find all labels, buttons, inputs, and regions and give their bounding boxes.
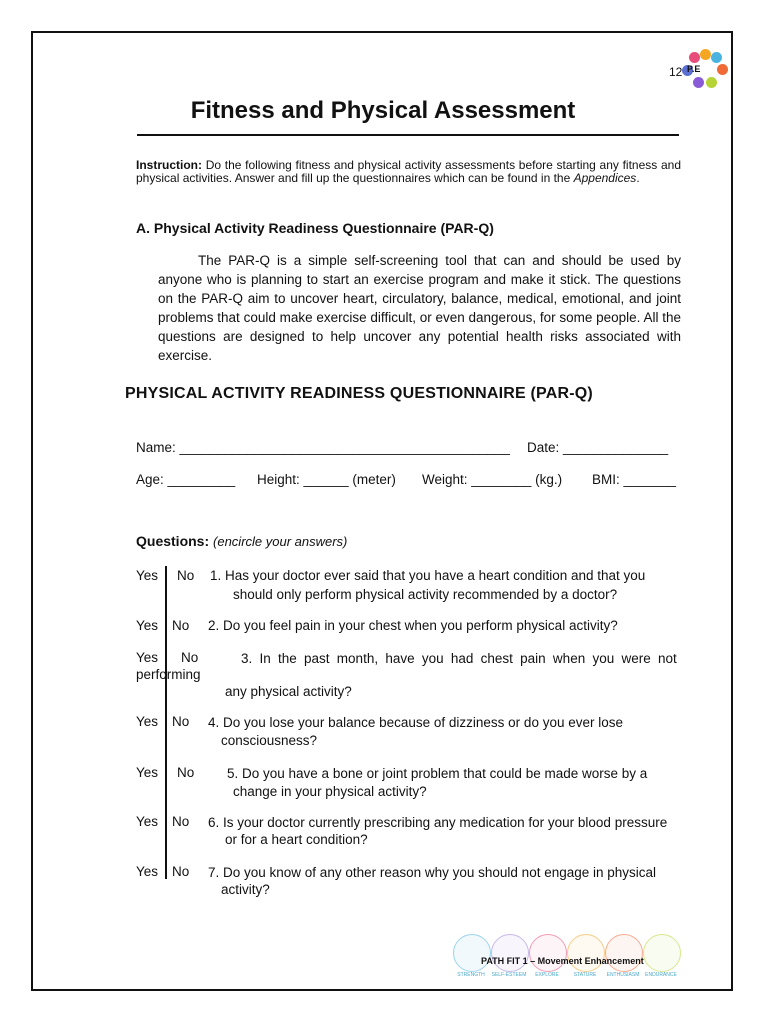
question-1-cont: should only perform physical activity recommended by a doctor? — [233, 587, 618, 602]
date-field[interactable]: Date: ______________ — [527, 440, 669, 455]
questions-label: Questions: — [136, 533, 210, 549]
logo-dot-icon — [706, 77, 717, 88]
logo-caption: SELF-ESTEEM — [491, 972, 527, 978]
no-option[interactable]: No — [177, 568, 195, 583]
explore-logo-icon — [529, 934, 567, 972]
logo-caption: EXPLORE — [535, 972, 559, 978]
strength-logo-icon — [453, 934, 491, 972]
questions-note: (encircle your answers) — [213, 534, 348, 549]
no-option[interactable]: No — [172, 864, 190, 879]
document-page — [31, 31, 733, 991]
question-5-cont: change in your physical activity? — [233, 784, 427, 799]
logo-caption: ENDURANCE — [645, 972, 677, 978]
yes-option[interactable]: Yes — [136, 765, 159, 780]
weight-field[interactable]: Weight: ________ (kg.) — [422, 472, 563, 487]
height-field[interactable]: Height: ______ (meter) — [257, 472, 396, 487]
stature-logo-icon — [567, 934, 605, 972]
question-1 — [210, 567, 645, 585]
question-line: 1. Has your doctor ever said that you have a heart condition and that you — [210, 568, 646, 583]
yes-option[interactable]: Yes — [136, 650, 159, 665]
footer-title: PATH FIT 1 – Movement Enhancement — [481, 956, 644, 966]
parq-description — [158, 251, 681, 365]
instruction-italic: Appendices — [573, 170, 637, 185]
answer-divider — [165, 566, 167, 879]
question-4: 4. Do you lose your balance because of dizziness or do you ever lose — [208, 715, 623, 730]
question-3: 3. In the past month, have you had chest pain when you were not — [241, 651, 677, 666]
no-option[interactable]: No — [172, 714, 190, 729]
question-6: 6. Is your doctor currently prescribing any medication for your blood pressure — [208, 815, 668, 830]
bmi-field[interactable]: BMI: _______ — [592, 472, 677, 487]
yes-option[interactable]: Yes — [136, 864, 159, 879]
question-6-cont: or for a heart condition? — [225, 832, 368, 847]
grade-number: 12 — [669, 65, 683, 79]
question-7-cont: activity? — [221, 882, 270, 897]
section-heading: A. Physical Activity Readiness Questionnaire (PAR-Q) — [136, 220, 494, 236]
no-option[interactable]: No — [177, 765, 195, 780]
question-7: 7. Do you know of any other reason why you should not engage in physical — [208, 865, 657, 880]
yes-option[interactable]: Yes — [136, 568, 159, 583]
instruction-text: Do the following fitness and physical activity assessments before starting any fitness and physical activities. Answer and fill up the questionnaires which can be found in the — [136, 158, 681, 185]
logo-caption: STATURE — [573, 972, 597, 978]
age-field[interactable]: Age: _________ — [136, 472, 236, 487]
name-field[interactable]: Name: ____________________________________________ — [136, 440, 510, 455]
parq-paragraph: The PAR-Q is a simple self-screening tool that can and should be used by anyone who is planning to start an exercise program and make it stick. The questions on the PAR-Q aim to uncover heart, circulatory, balance, medical, emotional, and joint problems that could make exercise difficult, or even dangerous, for some people. All the questions are designed to help uncover any potential health risks associated with exercise. — [158, 253, 681, 363]
logo-dot-icon — [700, 49, 711, 60]
instruction-label: Instruction: — [136, 158, 202, 172]
self-esteem-logo-icon — [491, 934, 529, 972]
no-option[interactable]: No — [172, 618, 190, 633]
question-4-cont: consciousness? — [221, 733, 318, 748]
logo-dot-icon — [689, 52, 700, 63]
endurance-logo-icon — [643, 934, 681, 972]
instruction — [136, 159, 681, 184]
logo-dot-icon — [693, 77, 704, 88]
no-option[interactable]: No — [181, 650, 199, 665]
title-rule — [137, 134, 679, 136]
question-5: 5. Do you have a bone or joint problem that could be made worse by a — [227, 766, 648, 781]
enthusiasm-logo-icon — [605, 934, 643, 972]
instruction-end: . — [636, 170, 640, 185]
logo-caption: STRENGTH — [457, 972, 485, 978]
logo-dot-icon — [717, 64, 728, 75]
pe-logo — [669, 49, 731, 93]
yes-option[interactable]: Yes — [136, 714, 159, 729]
yes-option[interactable]: Yes — [136, 618, 159, 633]
logo-text: P.E — [687, 64, 701, 74]
question-3-wrap: performing — [136, 667, 201, 682]
yes-option[interactable]: Yes — [136, 814, 159, 829]
logo-dot-icon — [711, 52, 722, 63]
page-title: Fitness and Physical Assessment — [190, 97, 576, 124]
question-2: 2. Do you feel pain in your chest when you perform physical activity? — [208, 618, 618, 633]
no-option[interactable]: No — [172, 814, 190, 829]
questions-heading — [136, 533, 347, 549]
form-title: PHYSICAL ACTIVITY READINESS QUESTIONNAIRE (PAR-Q) — [125, 385, 593, 402]
logo-caption: ENTHUSIASM — [606, 972, 640, 978]
question-3-cont: any physical activity? — [225, 684, 352, 699]
